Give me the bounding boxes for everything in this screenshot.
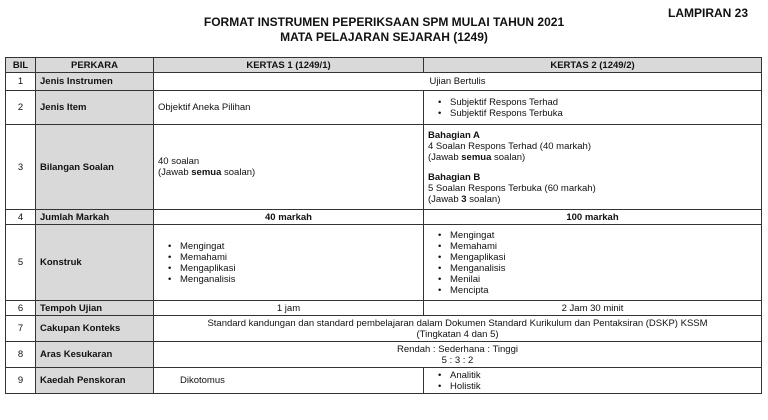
bahagian-a-heading: Bahagian A	[428, 129, 480, 141]
table-row	[6, 368, 762, 394]
row-kertas2-value	[424, 91, 762, 125]
table-row	[6, 210, 762, 225]
col-header-perkara: PERKARA	[36, 58, 154, 73]
row-kertas1-value: Objektif Aneka Pilihan	[154, 91, 424, 125]
list-item: • Memahami	[180, 252, 419, 263]
document-title: FORMAT INSTRUMEN PEPERIKSAAN SPM MULAI TAHUN 2021	[203, 15, 565, 29]
row-perkara: Aras Kesukaran	[36, 342, 154, 368]
table-row	[6, 91, 762, 125]
row-kertas2-value: 100 markah	[424, 210, 762, 225]
document-subtitle: MATA PELAJARAN SEJARAH (1249)	[280, 30, 488, 44]
list-item: • Menilai	[450, 274, 757, 285]
table-row	[6, 225, 762, 301]
lampiran-label: LAMPIRAN 23	[667, 6, 748, 20]
list-item: • Mengaplikasi	[180, 263, 419, 274]
table-row	[6, 73, 762, 91]
table-row	[6, 125, 762, 210]
row-kertas1-value	[154, 125, 424, 210]
row-perkara: Bilangan Soalan	[36, 125, 154, 210]
list-item: • Subjektif Respons Terhad	[450, 97, 757, 108]
list-item: • Holistik	[450, 381, 757, 392]
row-kertas2-value	[424, 125, 762, 210]
list-item: • Memahami	[450, 241, 757, 252]
col-header-bil: BIL	[6, 58, 36, 73]
soalan-count: 40 soalan	[158, 156, 200, 167]
soalan-instruction: (Jawab semua soalan)	[158, 167, 256, 178]
bahagian-b-heading: Bahagian B	[428, 171, 481, 183]
row-perkara: Konstruk	[36, 225, 154, 301]
row-kertas1-value: 40 markah	[154, 210, 424, 225]
row-bil: 4	[6, 210, 36, 225]
list-item: • Mengaplikasi	[450, 252, 757, 263]
row-merged-value: Rendah : Sederhana : Tinggi 5 : 3 : 2	[154, 342, 762, 368]
list-item: • Mengingat	[450, 230, 757, 241]
row-merged-value: Standard kandungan dan standard pembelajaran dalam Dokumen Standard Kurikulum dan Pentaksiran (DSKP) KSSM (Tingkatan 4 dan 5)	[154, 316, 762, 342]
row-perkara: Kaedah Penskoran	[36, 368, 154, 394]
row-bil: 3	[6, 125, 36, 210]
bahagian-b-detail: 5 Soalan Respons Terbuka (60 markah)	[428, 182, 596, 194]
row-perkara: Jenis Item	[36, 91, 154, 125]
row-kertas1-value: Dikotomus	[154, 368, 424, 394]
row-kertas2-value	[424, 368, 762, 394]
list-item: • Menganalisis	[450, 263, 757, 274]
row-perkara: Tempoh Ujian	[36, 301, 154, 316]
row-bil: 6	[6, 301, 36, 316]
row-perkara: Jenis Instrumen	[36, 73, 154, 91]
table-header-row	[6, 58, 762, 73]
row-kertas2-value	[424, 225, 762, 301]
row-kertas1-value	[154, 225, 424, 301]
row-perkara: Jumlah Markah	[36, 210, 154, 225]
list-item: • Subjektif Respons Terbuka	[450, 108, 757, 119]
row-kertas2-value: 2 Jam 30 minit	[424, 301, 762, 316]
row-bil: 5	[6, 225, 36, 301]
bahagian-a-instruction: (Jawab semua soalan)	[428, 151, 526, 163]
bahagian-a-detail: 4 Soalan Respons Terhad (40 markah)	[428, 140, 592, 152]
bahagian-b-instruction: (Jawab 3 soalan)	[428, 193, 501, 205]
row-kertas1-value: 1 jam	[154, 301, 424, 316]
row-bil: 8	[6, 342, 36, 368]
col-header-kertas1: KERTAS 1 (1249/1)	[154, 58, 424, 73]
row-bil: 1	[6, 73, 36, 91]
list-item: • Mencipta	[450, 285, 757, 296]
row-bil: 9	[6, 368, 36, 394]
list-item: • Mengingat	[180, 241, 419, 252]
table-row	[6, 316, 762, 342]
list-item: • Menganalisis	[180, 274, 419, 285]
table-row	[6, 342, 762, 368]
list-item: • Analitik	[450, 370, 757, 381]
row-bil: 2	[6, 91, 36, 125]
format-table	[5, 57, 762, 394]
table-row	[6, 301, 762, 316]
row-perkara: Cakupan Konteks	[36, 316, 154, 342]
row-merged-value: Ujian Bertulis	[154, 73, 762, 91]
col-header-kertas2: KERTAS 2 (1249/2)	[424, 58, 762, 73]
row-bil: 7	[6, 316, 36, 342]
